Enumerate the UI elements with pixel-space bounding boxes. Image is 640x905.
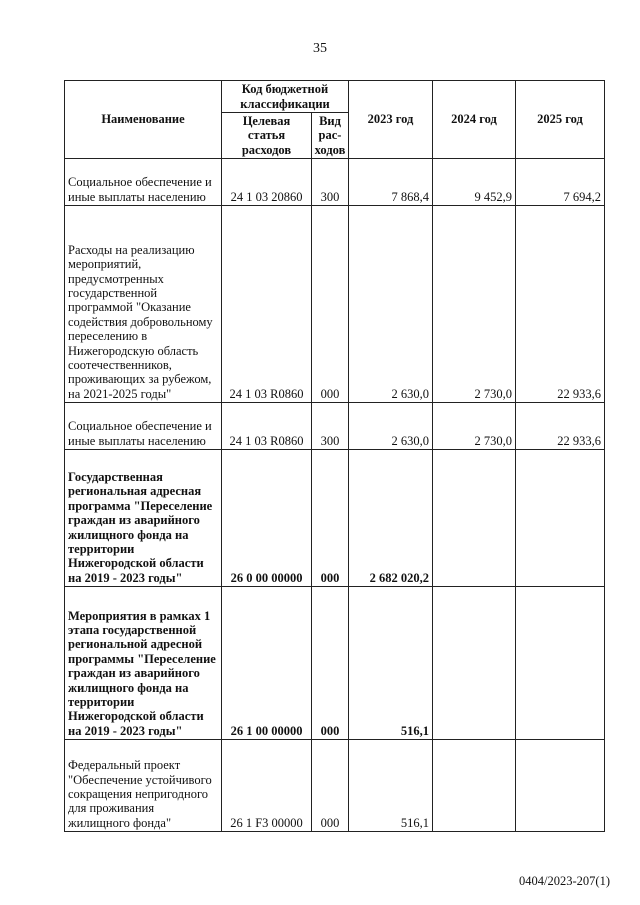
header-year-2023: 2023 год <box>349 81 433 159</box>
row-target-code: 24 1 03 R0860 <box>222 403 312 450</box>
page-number: 35 <box>313 41 327 56</box>
row-name: Федеральный проект "Обеспечение устойчивого сокращения непригодного для проживания жилищного фонда" <box>65 740 222 832</box>
table-row <box>65 206 605 403</box>
row-value-2025 <box>516 450 605 587</box>
row-name: Мероприятия в рамках 1 этапа государственной региональной адресной программы "Переселение граждан из аварийного жилищного фонда на территории Нижегородской области на 2019 - 2023 годы" <box>65 587 222 740</box>
row-value-2024 <box>433 740 516 832</box>
table-row <box>65 450 605 587</box>
row-target-code: 24 1 03 R0860 <box>222 206 312 403</box>
row-value-2023: 2 682 020,2 <box>349 450 433 587</box>
row-value-2023: 516,1 <box>349 740 433 832</box>
row-type-code: 300 <box>312 403 349 450</box>
row-value-2023: 7 868,4 <box>349 159 433 206</box>
row-name: Социальное обеспечение и иные выплаты населению <box>65 159 222 206</box>
row-name: Социальное обеспечение и иные выплаты населению <box>65 403 222 450</box>
row-value-2023: 2 630,0 <box>349 206 433 403</box>
header-year-2024: 2024 год <box>433 81 516 159</box>
row-target-code: 26 0 00 00000 <box>222 450 312 587</box>
row-type-code: 000 <box>312 740 349 832</box>
row-target-code: 24 1 03 20860 <box>222 159 312 206</box>
row-value-2024 <box>433 587 516 740</box>
row-value-2025 <box>516 740 605 832</box>
header-target: Целевая статья расходов <box>222 113 312 159</box>
header-year-2025: 2025 год <box>516 81 605 159</box>
row-value-2024: 2 730,0 <box>433 403 516 450</box>
row-type-code: 000 <box>312 450 349 587</box>
row-value-2025: 22 933,6 <box>516 403 605 450</box>
row-value-2023: 2 630,0 <box>349 403 433 450</box>
header-name: Наименование <box>65 81 222 159</box>
table-row <box>65 740 605 832</box>
row-name: Расходы на реализацию мероприятий, предусмотренных государственной программой "Оказание содействия добровольному переселению в Нижегородскую область соотечественников, проживающих за рубежом, на 2021-2025 годы" <box>65 206 222 403</box>
row-name: Государственная региональная адресная программа "Переселение граждан из аварийного жилищного фонда на территории Нижегородской области на 2019 - 2023 годы" <box>65 450 222 587</box>
row-value-2025 <box>516 587 605 740</box>
table-row <box>65 587 605 740</box>
row-value-2025: 7 694,2 <box>516 159 605 206</box>
table-row <box>65 403 605 450</box>
row-target-code: 26 1 00 00000 <box>222 587 312 740</box>
row-type-code: 300 <box>312 159 349 206</box>
document-code: 0404/2023-207(1) <box>519 874 610 888</box>
table-row <box>65 159 605 206</box>
budget-table <box>64 80 605 832</box>
row-value-2024 <box>433 450 516 587</box>
row-type-code: 000 <box>312 206 349 403</box>
row-value-2025: 22 933,6 <box>516 206 605 403</box>
row-value-2024: 2 730,0 <box>433 206 516 403</box>
row-type-code: 000 <box>312 587 349 740</box>
row-value-2024: 9 452,9 <box>433 159 516 206</box>
header-code-group: Код бюджетной классификации <box>222 81 349 113</box>
row-value-2023: 516,1 <box>349 587 433 740</box>
row-target-code: 26 1 F3 00000 <box>222 740 312 832</box>
header-type: Вид рас-ходов <box>312 113 349 159</box>
